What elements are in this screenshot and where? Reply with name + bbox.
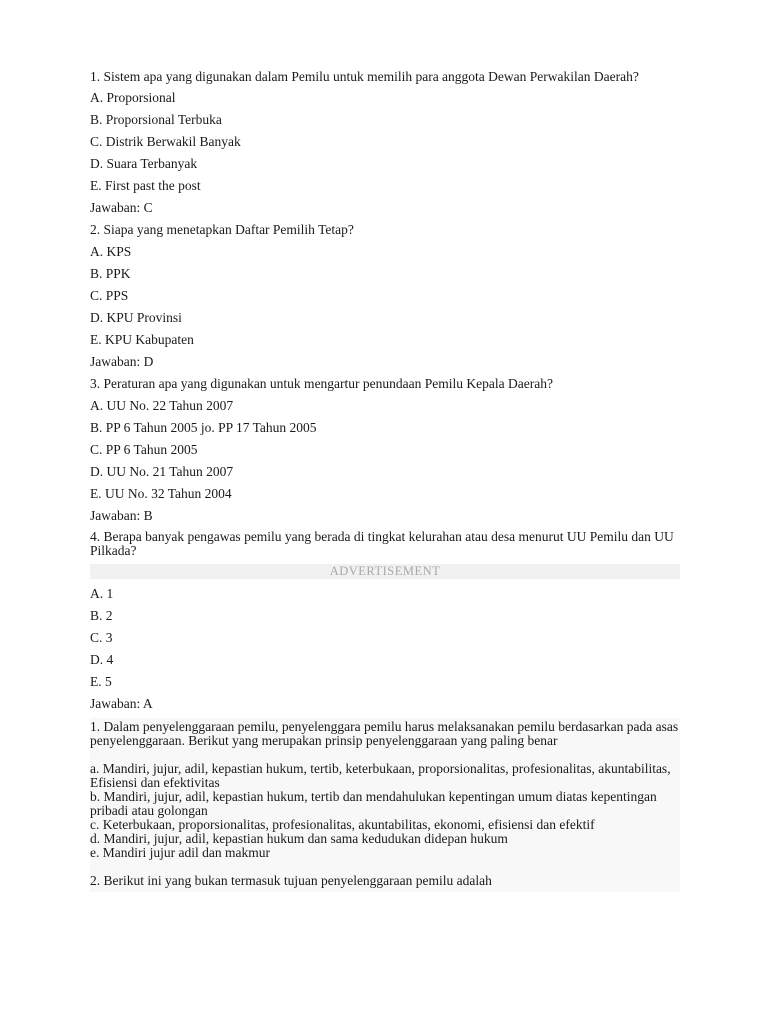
spacer (90, 748, 680, 762)
option-e: E. KPU Kabupaten (90, 332, 194, 347)
option-a: A. UU No. 22 Tahun 2007 (90, 398, 234, 413)
option-d: D. 4 (90, 652, 114, 667)
option-a: A. 1 (90, 586, 114, 601)
option-b: B. Proporsional Terbuka (90, 112, 222, 127)
option-e: E. 5 (90, 674, 112, 689)
option-b: b. Mandiri, jujur, adil, kepastian hukum, tertib dan mendahulukan kepentingan umum diatas kepentingan pribadi atau golongan (90, 789, 657, 818)
option-e: E. First past the post (90, 178, 201, 193)
option-e: E. UU No. 32 Tahun 2004 (90, 486, 232, 501)
answer-text: Jawaban: C (90, 200, 153, 215)
question-block-4-options (90, 586, 680, 712)
option-a: A. KPS (90, 244, 132, 259)
option-d: d. Mandiri, jujur, adil, kepastian hukum dan sama kedudukan didepan hukum (90, 831, 508, 846)
question-block-3 (90, 376, 680, 524)
option-c: C. 3 (90, 630, 113, 645)
advertisement-label: ADVERTISEMENT (90, 564, 680, 579)
answer-text: Jawaban: A (90, 696, 153, 711)
answer-text: Jawaban: B (90, 508, 153, 523)
option-b: B. PP 6 Tahun 2005 jo. PP 17 Tahun 2005 (90, 420, 317, 435)
question-block-4 (90, 530, 680, 558)
option-a: a. Mandiri, jujur, adil, kepastian hukum, tertib, keterbukaan, proporsionalitas, profesionalitas, akuntabilitas, Efisiensi dan efektivitas (90, 761, 671, 790)
option-d: D. UU No. 21 Tahun 2007 (90, 464, 234, 479)
document-page (90, 70, 680, 892)
question-block-1 (90, 70, 680, 216)
question-text: 4. Berapa banyak pengawas pemilu yang berada di tingkat kelurahan atau desa menurut UU Pemilu dan UU Pilkada? (90, 529, 674, 558)
question-text: 1. Sistem apa yang digunakan dalam Pemilu untuk memilih para anggota Dewan Perwakilan Daerah? (90, 69, 639, 84)
option-e: e. Mandiri jujur adil dan makmur (90, 845, 270, 860)
option-b: B. PPK (90, 266, 131, 281)
option-b: B. 2 (90, 608, 113, 623)
option-d: D. KPU Provinsi (90, 310, 182, 325)
question-text: 3. Peraturan apa yang digunakan untuk mengartur penundaan Pemilu Kepala Daerah? (90, 376, 553, 391)
option-c: C. PP 6 Tahun 2005 (90, 442, 198, 457)
option-c: c. Keterbukaan, proporsionalitas, profesionalitas, akuntabilitas, ekonomi, efisiensi dan efektif (90, 817, 595, 832)
option-d: D. Suara Terbanyak (90, 156, 198, 171)
spacer (90, 860, 680, 874)
option-c: C. PPS (90, 288, 129, 303)
question-text: 1. Dalam penyelenggaraan pemilu, penyelenggara pemilu harus melaksanakan pemilu berdasarkan pada asas penyelenggaraan. Berikut yang merupakan prinsip penyelenggaraan yang paling benar (90, 719, 679, 748)
question-text-2: 2. Berikut ini yang bukan termasuk tujuan penyelenggaraan pemilu adalah (90, 873, 492, 888)
question-text: 2. Siapa yang menetapkan Daftar Pemilih Tetap? (90, 222, 354, 237)
question-block-2 (90, 222, 680, 370)
option-c: C. Distrik Berwakil Banyak (90, 134, 241, 149)
option-a: A. Proporsional (90, 90, 176, 105)
answer-text: Jawaban: D (90, 354, 154, 369)
second-quiz-section (90, 718, 680, 892)
